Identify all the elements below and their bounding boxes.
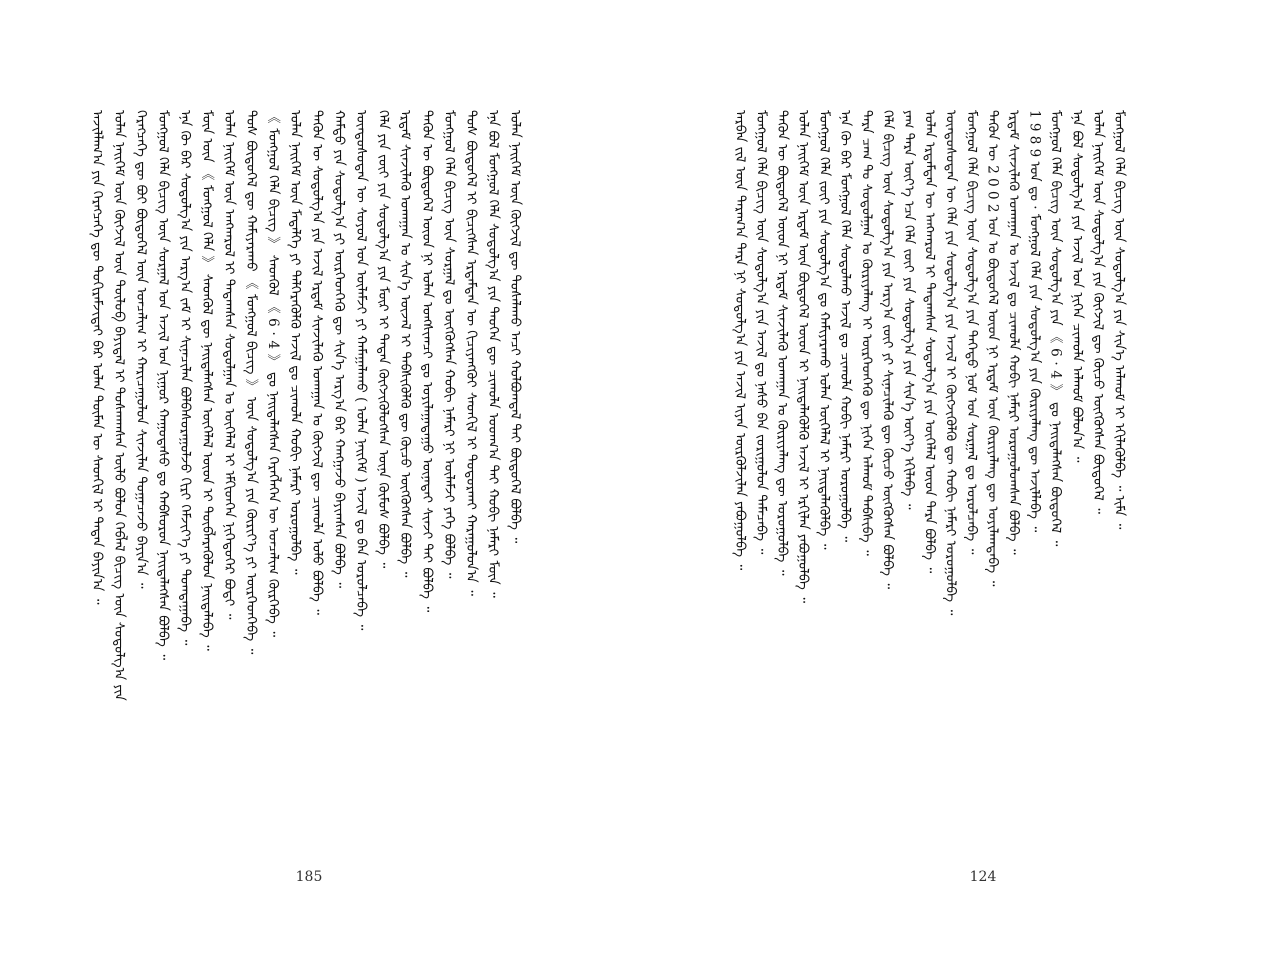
text-column: ᠮᠣᠩᠭᠣᠯ ᠬᠡᠯᠡ ᠵᠦᠢ ᠶᠢᠨ ᠰᠤᠳᠤᠯᠭ᠎ᠠ ᠳᠤ ᠬᠠᠮᠢᠶᠠᠷᠠᠬᠤ ᠣᠯᠠᠨ ᠥᠭᠡᠯᠡᠯ ᠢ ᠨᠡᠢᠲᠡᠯᠡᠭᠦᠯᠪᠡ ᠃	[816, 110, 833, 550]
page-number-right: 124	[969, 869, 997, 885]
text-column: ᠣᠯᠠᠨ ᠨᠡᠢᠭᠡᠮ ᠦᠨ ᠮᠡᠳᠡᠯᠭᠡ ᠶᠢ ᠳᠡᠯᠭᠡᠷᠡᠭᠦᠯᠬᠦ ᠠᠵᠢᠯ ᠳᠤ ᠴᠢᠬᠤᠯᠠ ᠬᠤᠪᠢ ᠨᠡᠮᠡᠷᠢ ᠣᠷᠤᠭᠤᠯᠪᠠ ᠃	[287, 110, 303, 575]
text-column: ᠡᠨᠡ ᠪᠣᠯ ᠰᠤᠳᠤᠯᠭ᠎ᠠ ᠶᠢᠨ ᠠᠵᠢᠯ ᠤᠨ ᠨᠢᠭᠡᠨ ᠴᠢᠬᠤᠯᠠ ᠠᠯᠬᠤᠮ ᠪᠣᠯᠤᠨ᠎ᠠ ᠃	[1068, 110, 1085, 463]
text-column: ᠮᠥᠨ ᠦᠨ 《 ᠮᠣᠩᠭᠣᠯ ᠬᠡᠯᠡ 》 ᠰᠡᠳᠬᠦᠯ ᠳᠦ ᠨᠡᠢᠲᠡᠯᠡᠭᠰᠡᠨ ᠥᠭᠡᠯᠡᠯ ᠦᠳ ᠢ ᠲᠥᠪᠯᠡᠷᠡᠭᠦᠯᠦᠨ ᠨᠡᠢᠲᠡᠯᠡᠪᠡ ᠃	[199, 110, 215, 651]
text-column: ᠦᠨᠳᠦᠰᠦᠲᠡᠨ ᠦ ᠰᠣᠶᠣᠯ ᠤᠨ ᠦᠯᠡᠮᠵᠢ ᠶᠢ ᠬᠠᠮᠠᠭᠠᠯᠠᠬᠤ ( ᠣᠯᠠᠨ ᠨᠡᠢᠭᠡᠮ ) ᠠᠵᠢᠯ ᠳᠤ ᠪᠠᠨ ᠣᠷᠤᠯᠴᠠᠪᠠ ᠃	[353, 110, 369, 631]
text-column: ᠡᠨᠡ ᠪᠣᠯ ᠮᠣᠩᠭᠣᠯ ᠬᠡᠯᠡ ᠰᠤᠳᠤᠯᠭ᠎ᠠ ᠶᠢᠨ ᠲᠡᠦᠬᠡᠨ ᠳᠦ ᠴᠢᠬᠤᠯᠠ ᠤᠳᠬ᠎ᠠ ᠲᠠᠢ ᠬᠤᠪᠢ ᠨᠡᠮᠡᠷᠢ ᠮᠥᠨ ᠃	[485, 110, 501, 598]
left-page-text-block	[85, 110, 525, 860]
text-column: ᠡᠷᠳᠡᠮ ᠰᠢᠨᠵᠢᠯᠡᠬᠦ ᠤᠬᠠᠭᠠᠨ ᠤ ᠰᠢᠨ᠎ᠡ ᠦᠵᠡᠯ ᠢ ᠳᠡᠪᠰᠢᠭᠦᠯᠬᠦ ᠳᠦ ᠬᠦᠴᠦ ᠥᠭᠭᠦᠭᠰᠡᠨ ᠪᠣᠯᠪᠠ ᠃	[397, 110, 413, 578]
text-column: ᠮᠣᠩᠭᠣᠯ ᠬᠡᠯᠡ ᠪᠢᠴᠢᠭ ᠦᠨ ᠰᠤᠳᠤᠯᠭ᠎ᠠ ᠶᠢᠨ 《 6 · 4 》 ᠳᠤ ᠨᠡᠢᠲᠡᠯᠡᠭᠰᠡᠨ ᠪᠦᠲᠦᠭᠡᠯ ᠃	[1047, 110, 1064, 547]
text-column: ᠮᠣᠩᠭᠣᠯ ᠬᠡᠯᠡ ᠪᠢᠴᠢᠭ ᠦᠨ ᠰᠤᠷᠭᠠᠯ ᠳᠤ ᠥᠭᠭᠦᠭᠰᠡᠨ ᠬᠤᠪᠢ ᠨᠡᠮᠡᠷᠢ ᠨᠢ ᠦᠯᠡᠮᠵᠢ ᠶᠡᠬᠡ ᠪᠣᠯᠪᠠ ᠃	[441, 110, 457, 579]
text-column: ᠮᠣᠩᠭᠣᠯ ᠬᠡᠯᠡ ᠪᠢᠴᠢᠭ ᠦᠨ ᠰᠤᠷᠭᠠᠯ ᠤᠨ ᠠᠵᠢᠯ ᠤᠨ ᠨᠢᠭᠤᠷ ᠬᠠᠭᠤᠳᠠᠰᠤ ᠳᠤ ᠬᠠᠪᠰᠤᠷᠤᠨ ᠨᠡᠢᠲᠡᠯᠡᠭᠰᠡᠨ ᠪᠣᠯᠪᠠ ᠃	[155, 110, 171, 661]
text-column: ᠠᠷᠪᠠᠨ ᠵᠢᠯ ᠦᠨ ᠳᠠᠷᠠᠭ᠎ᠠ ᠲᠡᠷᠡ ᠨᠢ ᠰᠤᠳᠤᠯᠭ᠎ᠠ ᠶᠢᠨ ᠠᠵᠢᠯ ᠢᠶᠠᠨ ᠦᠷᠭᠦᠯᠵᠢᠯᠡᠨ ᠶᠠᠪᠤᠭᠤᠯᠪᠠ ᠃	[732, 110, 748, 571]
text-column: ᠡᠨᠡ ᠬᠦ ᠪᠡᠷ ᠮᠣᠩᠭᠣᠯ ᠬᠡᠯᠡ ᠰᠤᠳᠤᠯᠬᠤ ᠠᠵᠢᠯ ᠳᠤ ᠴᠢᠬᠤᠯᠠ ᠬᠤᠪᠢ ᠨᠡᠮᠡᠷᠢ ᠣᠷᠤᠭᠤᠯᠪᠠ ᠃	[837, 110, 854, 543]
text-column: ᠶᠠᠭ ᠲᠡᠷᠡ ᠦᠶ᠎ᠡ ᠡᠴᠡ ᠬᠡᠯᠡ ᠵᠦᠢ ᠶᠢᠨ ᠰᠤᠳᠤᠯᠭ᠎ᠠ ᠶᠢᠨ ᠰᠢᠨ᠎ᠡ ᠦᠶ᠎ᠡ ᠡᠬᠢᠯᠡᠪᠡ ᠃	[900, 110, 917, 510]
text-column: ᠲᠤᠰ ᠪᠦᠲᠦᠭᠡᠯ ᠳᠦ ᠬᠠᠮᠢᠶᠠᠷᠠᠬᠤ 《 ᠮᠣᠩᠭᠣᠯ ᠪᠢᠴᠢᠭ 》 ᠦᠨ ᠰᠤᠳᠤᠯᠭ᠎ᠠ ᠶᠢᠨ ᠬᠦᠷᠢᠶ᠎ᠡ ᠶᠢ ᠥᠷᠭᠡᠳᠬᠡᠪᠡ ᠃	[243, 110, 259, 655]
right-page-text-block	[728, 110, 1128, 860]
text-column: ᠮᠣᠩᠭᠣᠯ ᠬᠡᠯᠡ ᠪᠢᠴᠢᠭ ᠦᠨ ᠰᠤᠳᠤᠯᠭ᠎ᠠ ᠶᠢᠨ ᠳᠡᠭᠡᠳᠦ ᠨᠣᠮ ᠤᠨ ᠰᠤᠷᠭᠠᠯ ᠳᠤ ᠣᠷᠤᠯᠴᠠᠪᠠ ᠃	[963, 110, 980, 555]
text-column: ᠦᠨᠳᠦᠰᠦᠲᠡᠨ ᠦ ᠬᠡᠯᠡ ᠶᠢᠨ ᠰᠤᠳᠤᠯᠭ᠎ᠠ ᠶᠢᠨ ᠠᠵᠢᠯ ᠢ ᠬᠥᠭᠵᠢᠭᠦᠯᠬᠦ ᠳᠦ ᠬᠤᠪᠢ ᠨᠡᠮᠡᠷᠢ ᠣᠷᠤᠭᠤᠯᠪᠠ ᠃	[942, 110, 959, 616]
text-column: ᠲᠡᠷᠡ ᠴᠠᠭ ᠲᠤ ᠰᠤᠳᠤᠯᠭᠠᠨ ᠤ ᠬᠦᠷᠢᠶᠡᠯᠡᠩ ᠢ ᠥᠷᠭᠡᠳᠬᠡᠬᠦ ᠳᠦ ᠨᠢᠭᠡᠨ ᠠᠯᠬᠤᠮ ᠳᠡᠪᠰᠢᠪᠡ ᠃	[858, 110, 875, 556]
text-column: ᠠᠵᠢᠯᠯᠠᠭ᠎ᠠ ᠶᠢᠨ ᠬᠡᠷᠡᠭᠴᠡᠭᠡ ᠳᠦ ᠲᠣᠬᠢᠷᠠᠮᠵᠢᠲᠠᠢ ᠪᠠᠷ ᠣᠯᠠᠨ ᠲᠦᠮᠡᠨ ᠦ ᠰᠡᠳᠬᠢᠯ ᠢ ᠲᠠᠲᠠᠨ ᠪᠠᠶᠢᠨ᠎ᠠ ᠃	[89, 110, 105, 605]
right-page	[633, 0, 1265, 978]
text-column: ᠮᠣᠩᠭᠣᠯ ᠬᠡᠯᠡ ᠪᠢᠴᠢᠭ ᠦᠨ ᠰᠤᠳᠤᠯᠭ᠎ᠠ ᠶᠢᠨ ᠠᠵᠢᠯ ᠳᠤ ᠨᠠᠰᠤ ᠪᠠᠨ ᠵᠣᠷᠢᠭᠤᠯᠤᠨ ᠲᠡᠮᠡᠴᠡᠪᠡ ᠃	[753, 110, 770, 555]
text-column: ᠲᠤᠰ ᠪᠦᠲᠦᠭᠡᠯ ᠢ ᠪᠢᠴᠢᠭᠰᠡᠨ ᠡᠷᠳᠡᠮᠲᠡᠨ ᠦ ᠬᠢᠴᠢᠶᠡᠩᠭᠦᠢ ᠰᠡᠳᠬᠢᠯ ᠢ ᠲᠣᠳᠣᠷᠬᠠᠢ ᠬᠠᠷᠠᠭᠤᠯᠤᠨ᠎ᠠ ᠃	[463, 110, 479, 596]
text-column: ᠲᠡᠭᠦᠨ ᠦ ᠰᠤᠳᠤᠯᠭ᠎ᠠ ᠶᠢᠨ ᠠᠵᠢᠯ ᠡᠷᠳᠡᠮ ᠰᠢᠨᠵᠢᠯᠡᠬᠦ ᠤᠬᠠᠭᠠᠨ ᠤ ᠬᠥᠭᠵᠢᠯ ᠳᠦ ᠴᠢᠬᠤᠯᠠ ᠤᠯᠤ ᠪᠣᠯᠪᠠ ᠃	[309, 110, 325, 615]
page-number-left: 185	[295, 869, 323, 885]
text-column: ᠲᠡᠭᠦᠨ ᠦ ᠪᠦᠲᠦᠭᠡᠯ ᠦᠳ ᠨᠢ ᠡᠷᠳᠡᠮ ᠰᠢᠨᠵᠢᠯᠡᠬᠦ ᠤᠬᠠᠭᠠᠨ ᠤ ᠬᠦᠷᠢᠶᠡᠯᠡᠩ ᠳᠦ ᠣᠷᠤᠭᠤᠯᠪᠠ ᠃	[774, 110, 791, 576]
text-column: ᠮᠣᠩᠭᠣᠯ ᠬᠡᠯᠡ ᠪᠢᠴᠢᠭ ᠦᠨ ᠰᠤᠳᠤᠯᠭ᠎ᠠ ᠶᠢᠨ ᠰᠢᠨ᠎ᠡ ᠠᠯᠬᠤᠮ ᠢ ᠡᠬᠢᠯᠡᠭᠦᠯᠪᠡ ᠃ ᠢᠮᠠ ᠃	[1110, 110, 1127, 530]
text-column: ᠬᠡᠯᠡ ᠶᠢᠨ ᠵᠦᠢ ᠶᠢᠨ ᠰᠤᠳᠤᠯᠭ᠎ᠠ ᠶᠢᠨ ᠮᠥᠷ ᠢ ᠲᠠᠲᠠᠨ ᠬᠥᠭᠵᠢᠭᠦᠯᠦᠭᠰᠡᠨ ᠦᠨᠡ ᠬᠦᠮᠦᠰ ᠪᠣᠯᠪᠠ ᠃	[375, 110, 391, 569]
text-column: ᠲᠡᠭᠦᠨ ᠦ ᠪᠦᠲᠦᠭᠡᠯ ᠦᠳ ᠨᠢ ᠣᠯᠠᠨ ᠤᠩᠰᠢᠭᠴᠢ ᠳᠤ ᠣᠶᠢᠯᠠᠭᠠᠳᠠᠭᠤ ᠦᠨᠡᠲᠡᠢ ᠰᠢᠨᠵᠢ ᠲᠠᠢ ᠪᠣᠯᠪᠠ ᠃	[419, 110, 435, 613]
text-column: ᠡᠷᠳᠡᠮ ᠰᠢᠨᠵᠢᠯᠡᠬᠦ ᠤᠬᠠᠭᠠᠨ ᠤ ᠠᠵᠢᠯ ᠳᠤ ᠴᠢᠬᠤᠯᠠ ᠬᠤᠪᠢ ᠨᠡᠮᠡᠷᠢ ᠣᠷᠤᠭᠤᠯᠤᠭᠰᠠᠨ ᠪᠣᠯᠪᠠ ᠃	[1005, 110, 1022, 555]
text-column: ᠣᠯᠠᠨ ᠨᠡᠢᠭᠡᠮ ᠦᠨ ᠬᠥᠭᠵᠢᠯ ᠳᠦ ᠲᠤᠰᠠᠯᠠᠬᠤ ᠠᠴᠢ ᠬᠣᠯᠪᠣᠭᠳᠠᠯ ᠲᠠᠢ ᠪᠦᠲᠦᠭᠡᠯ ᠪᠣᠯᠪᠠ ᠃	[507, 110, 523, 544]
text-column: ᠬᠡᠷᠡᠭᠴᠡᠭᠡ ᠳᠦ ᠪᠤᠶ ᠪᠦᠲᠦᠭᠡᠯ ᠦᠨ ᠣᠨᠴᠠᠯᠢᠭ ᠢ ᠬᠠᠷᠢᠴᠠᠭᠤᠯᠤᠨ ᠰᠢᠨᠵᠢᠯᠡᠨ ᠲᠣᠭᠠᠴᠠᠵᠤ ᠪᠠᠶᠢᠨ᠎ᠠ ᠃	[133, 110, 149, 589]
text-column: ᠲᠡᠭᠦᠨ ᠦ 2 0 0 2 ᠣᠨ ᠤ ᠪᠦᠲᠦᠭᠡᠯ ᠦᠳ ᠨᠢ ᠡᠷᠳᠡᠮ ᠦᠨ ᠬᠦᠷᠢᠶᠡᠯᠡᠩ ᠳᠦ ᠣᠶᠢᠯᠠᠭᠳᠠᠪᠠ ᠃	[984, 110, 1001, 587]
text-column: ᠬᠠᠮᠲᠤ ᠶᠢᠨ ᠰᠤᠳᠤᠯᠭ᠎ᠠ ᠶᠢ ᠥᠷᠭᠡᠳᠬᠡᠬᠦ ᠳᠦ ᠰᠢᠨ᠎ᠡ ᠠᠷᠭ᠎ᠠ ᠪᠠᠷ ᠬᠠᠩᠭᠠᠵᠤ ᠪᠠᠶᠢᠭᠰᠠᠨ ᠪᠣᠯᠪᠠ ᠃	[331, 110, 347, 588]
text-column: ᠡᠨᠡ ᠬᠦ ᠪᠡᠷ ᠰᠤᠳᠤᠯᠭ᠎ᠠ ᠶᠢᠨ ᠠᠷᠭ᠎ᠠ ᠵᠠᠮ ᠢ ᠰᠢᠨᠡᠴᠢᠯᠡᠨ ᠪᠣᠯᠪᠠᠰᠤᠷᠠᠭᠤᠯᠵᠤ ᠬᠢᠷᠢ ᠬᠡᠮᠵᠢᠶ᠎ᠡ ᠶᠢ ᠲᠣᠭᠲᠠᠭᠠᠪᠠ ᠃	[177, 110, 193, 646]
text-column: ᠣᠯᠠᠨ ᠨᠡᠢᠭᠡᠮ ᠦᠨ ᠠᠩᠬᠠᠷᠤᠯ ᠢ ᠲᠠᠲᠠᠭᠰᠠᠨ ᠰᠤᠳᠤᠯᠭᠠᠨ ᠤ ᠥᠭᠡᠯᠡᠯ ᠢ ᠡᠮᠬᠢᠳᠬᠡᠨ ᠨᠢᠭᠡᠳᠦᠭᠡᠷ ᠪᠣᠳᠢ ᠃	[221, 110, 237, 620]
text-column: 1 9 8 9 ᠣᠨ ᠳᠤ · ᠮᠣᠩᠭᠣᠯ ᠬᠡᠯᠡ ᠶᠢᠨ ᠰᠤᠳᠤᠯᠭ᠎ᠠ ᠶᠢᠨ ᠬᠦᠷᠢᠶᠡᠯᠡᠩ ᠳᠦ ᠠᠵᠢᠯᠯᠠᠪᠠ ᠃	[1026, 110, 1043, 533]
left-page	[0, 0, 632, 978]
text-column: 《 ᠮᠣᠩᠭᠣᠯ ᠬᠡᠯᠡ ᠪᠢᠴᠢᠭ 》 ᠰᠡᠳᠬᠦᠯ 《 6 · 4 》 ᠳᠤ ᠨᠡᠢᠲᠡᠯᠡᠭᠰᠡᠨ ᠬᠡᠷᠡᠭᠯᠡᠭᠡᠨ ᠦ ᠣᠨᠴᠠᠯᠢᠭ ᠬᠦᠷᠭᠡᠪᠡ ᠃	[265, 110, 281, 637]
text-column: ᠣᠯᠠᠨ ᠡᠷᠳᠡᠮᠲᠡᠨ ᠦ ᠠᠩᠬᠠᠷᠤᠯ ᠢ ᠲᠠᠲᠠᠭᠰᠠᠨ ᠰᠤᠳᠤᠯᠭ᠎ᠠ ᠶᠢᠨ ᠥᠭᠡᠯᠡᠯ ᠦᠳ ᠲᠡᠷᠡ ᠪᠣᠯᠪᠠ ᠃	[921, 110, 938, 574]
text-column: ᠣᠯᠠᠨ ᠨᠡᠢᠭᠡᠮ ᠦᠨ ᠰᠤᠳᠤᠯᠭ᠎ᠠ ᠶᠢᠨ ᠬᠥᠭᠵᠢᠯ ᠳᠦ ᠬᠦᠴᠦ ᠥᠭᠭᠦᠭᠰᠡᠨ ᠪᠦᠲᠦᠭᠡᠯ ᠃	[1089, 110, 1106, 514]
text-column: ᠣᠯᠠᠨ ᠨᠡᠢᠭᠡᠮ ᠦᠨ ᠬᠥᠭᠵᠢᠯ ᠦᠨ ᠲᠥᠯᠥᠪ ᠪᠠᠶᠢᠳᠠᠯ ᠢ ᠲᠤᠰᠬᠠᠭᠰᠠᠨ ᠦᠯᠦ ᠪᠤᠯᠤᠨ ᠬᠡᠪᠯᠡᠯ ᠪᠢᠴᠢᠭ ᠦᠨ ᠰᠤᠳᠤᠯᠭ᠎ᠠ ᠶᠢᠨ	[111, 110, 127, 701]
text-column: ᠣᠯᠠᠨ ᠨᠡᠢᠭᠡᠮ ᠦᠨ ᠡᠷᠳᠡᠮ ᠦᠨ ᠪᠦᠲᠦᠭᠡᠯ ᠦᠳ ᠢ ᠨᠡᠢᠲᠡᠯᠡᠭᠦᠯᠬᠦ ᠠᠵᠢᠯ ᠢ ᠡᠷᠬᠢᠯᠡᠨ ᠶᠠᠪᠤᠭᠤᠯᠪᠠ ᠃	[795, 110, 812, 603]
text-column: ᠬᠡᠯᠡ ᠪᠢᠴᠢᠭ ᠦᠨ ᠰᠤᠳᠤᠯᠭ᠎ᠠ ᠶᠢᠨ ᠠᠷᠭ᠎ᠠ ᠵᠦᠢ ᠶᠢ ᠰᠢᠨᠡᠴᠢᠯᠡᠬᠦ ᠳᠦ ᠬᠦᠴᠦ ᠥᠭᠭᠦᠭᠰᠡᠨ ᠪᠣᠯᠪᠠ ᠃	[879, 110, 896, 590]
